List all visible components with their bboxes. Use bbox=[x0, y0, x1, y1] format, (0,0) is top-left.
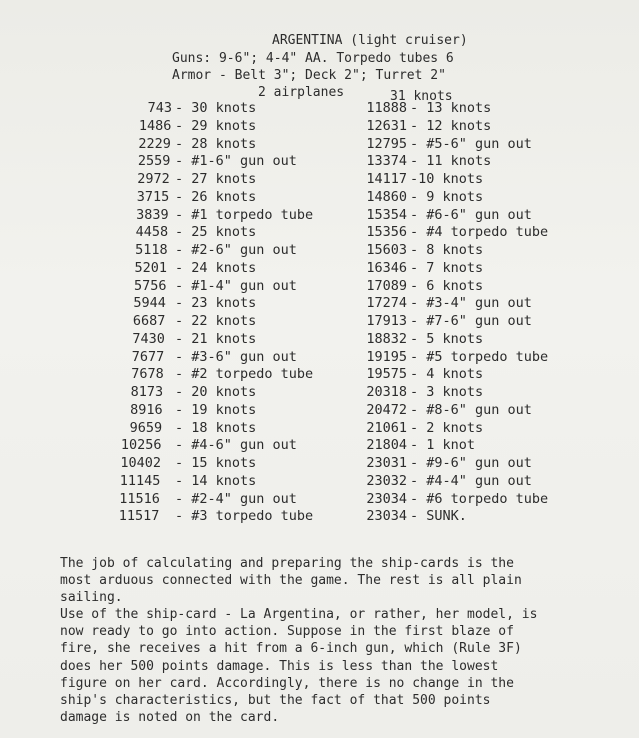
left-effect: - 29 knots bbox=[175, 117, 257, 134]
ship-title: ARGENTINA (light cruiser) bbox=[272, 33, 468, 48]
guns-line: Guns: 9-6"; 4-4" AA. Torpedo tubes 6 bbox=[172, 51, 454, 66]
left-effect: - 18 knots bbox=[175, 419, 257, 436]
left-points: 7430 bbox=[132, 330, 165, 347]
left-points: 7677 bbox=[131, 348, 165, 365]
left-effect: - 23 knots bbox=[175, 295, 257, 312]
left-effect: - 24 knots bbox=[175, 259, 257, 276]
right-effect: - 5 knots bbox=[410, 330, 484, 347]
left-effect: - 26 knots bbox=[175, 188, 257, 205]
left-effect: - 27 knots bbox=[175, 171, 257, 187]
right-points: 19575 bbox=[366, 366, 407, 383]
table-row bbox=[0, 331, 639, 349]
table-row bbox=[0, 473, 639, 491]
right-effect: - #7-6" gun out bbox=[410, 313, 532, 329]
right-points: 12631 bbox=[366, 117, 407, 134]
table-row bbox=[0, 295, 639, 313]
table-row bbox=[0, 207, 639, 225]
table-row bbox=[0, 455, 639, 473]
right-effect: - 9 knots bbox=[410, 188, 484, 205]
right-points: 11888 bbox=[366, 100, 407, 116]
left-effect: - 28 knots bbox=[175, 135, 257, 152]
left-points: 3715 bbox=[136, 188, 170, 205]
left-points: 5944 bbox=[133, 295, 166, 312]
table-row bbox=[0, 420, 639, 438]
left-effect: - #2-6" gun out bbox=[175, 242, 297, 258]
right-effect: - #5 torpedo tube bbox=[410, 348, 549, 365]
right-effect: - 6 knots bbox=[410, 277, 484, 294]
table-row bbox=[0, 189, 639, 207]
left-effect: - 15 knots bbox=[175, 455, 257, 471]
table-row bbox=[0, 508, 639, 526]
table-row bbox=[0, 118, 639, 136]
left-points: 11516 bbox=[119, 490, 160, 507]
left-effect: - 14 knots bbox=[175, 472, 257, 489]
right-effect: - 7 knots bbox=[410, 259, 484, 276]
left-points: 9659 bbox=[129, 419, 163, 436]
left-points: 2229 bbox=[138, 135, 171, 152]
left-points: 7678 bbox=[131, 366, 164, 383]
right-points: 20472 bbox=[366, 401, 407, 418]
table-row bbox=[0, 384, 639, 402]
speed-line: 31 knots bbox=[390, 89, 453, 104]
right-points: 20318 bbox=[366, 384, 407, 400]
table-row bbox=[0, 491, 639, 509]
right-effect: - 1 knot bbox=[410, 437, 476, 454]
left-points: 8916 bbox=[130, 401, 163, 418]
armor-line: Armor - Belt 3"; Deck 2"; Turret 2" bbox=[172, 68, 446, 83]
right-points: 23034 bbox=[366, 508, 407, 525]
right-effect: - 2 knots bbox=[410, 419, 484, 436]
right-points: 23031 bbox=[366, 455, 407, 471]
right-points: 23034 bbox=[366, 490, 407, 507]
right-effect: - 13 knots bbox=[410, 100, 492, 116]
left-effect: - 21 knots bbox=[175, 330, 257, 347]
table-row bbox=[0, 260, 639, 278]
right-points: 21061 bbox=[366, 419, 407, 436]
right-effect: - 3 knots bbox=[410, 384, 484, 400]
right-points: 16346 bbox=[366, 259, 407, 276]
left-points: 5756 bbox=[133, 277, 167, 294]
left-points: 8173 bbox=[130, 384, 164, 400]
left-points: 1486 bbox=[138, 117, 172, 134]
left-points: 3839 bbox=[136, 206, 169, 223]
right-effect: - 8 knots bbox=[410, 242, 484, 258]
table-row bbox=[0, 136, 639, 154]
right-effect: - #9-6" gun out bbox=[410, 455, 532, 471]
right-effect: - #4 torpedo tube bbox=[410, 224, 549, 241]
left-points: 743 bbox=[147, 100, 172, 116]
table-row bbox=[0, 437, 639, 455]
left-points: 10256 bbox=[120, 437, 162, 454]
left-effect: - #1-6" gun out bbox=[175, 153, 297, 170]
right-effect: - #5-6" gun out bbox=[410, 135, 532, 152]
left-effect: - #2-4" gun out bbox=[175, 490, 297, 507]
right-points: 15356 bbox=[366, 224, 407, 241]
table-row bbox=[0, 224, 639, 242]
right-points: 18832 bbox=[366, 330, 407, 347]
airplanes-line: 2 airplanes bbox=[258, 85, 345, 100]
right-points: 17089 bbox=[366, 277, 407, 294]
right-effect: -10 knots bbox=[410, 171, 484, 187]
left-effect: - 20 knots bbox=[175, 384, 257, 400]
table-row bbox=[0, 366, 639, 384]
paragraph-intro: The job of calculating and preparing the ship-cards is the most arduous connected with the game. The rest is all plain sailing. bbox=[60, 556, 522, 606]
left-points: 2559 bbox=[137, 153, 171, 170]
left-effect: - #4-6" gun out bbox=[175, 437, 297, 454]
left-effect: - 25 knots bbox=[175, 224, 257, 241]
table-row bbox=[0, 100, 639, 118]
right-points: 17274 bbox=[366, 295, 407, 312]
table-row bbox=[0, 349, 639, 367]
right-points: 19195 bbox=[366, 348, 407, 365]
table-row bbox=[0, 313, 639, 331]
right-points: 12795 bbox=[366, 135, 407, 152]
left-effect: - 22 knots bbox=[175, 313, 257, 329]
left-points: 11145 bbox=[119, 472, 161, 489]
table-row bbox=[0, 153, 639, 171]
left-points: 11517 bbox=[118, 508, 160, 525]
right-effect: - #6 torpedo tube bbox=[410, 490, 549, 507]
right-points: 15603 bbox=[366, 242, 407, 258]
right-effect: - 4 knots bbox=[410, 366, 484, 383]
right-effect: - #4-4" gun out bbox=[410, 472, 532, 489]
table-row bbox=[0, 171, 639, 189]
table-row bbox=[0, 402, 639, 420]
right-points: 14860 bbox=[366, 188, 407, 205]
right-points: 14117 bbox=[366, 171, 407, 187]
left-effect: - #3-6" gun out bbox=[175, 348, 297, 365]
left-points: 2972 bbox=[137, 171, 170, 187]
left-points: 4458 bbox=[135, 224, 169, 241]
left-points: 5201 bbox=[134, 259, 168, 276]
left-effect: - 30 knots bbox=[175, 100, 257, 116]
right-points: 21804 bbox=[366, 437, 407, 454]
paragraph-usage: Use of the ship-card - La Argentina, or rather, her model, is now ready to go into action. Suppose in the first blaze of fire, she receives a hit from a 6-inch gun, which (Rule 3F) does her 500 points damage. This is less than the lowest figure on her card. Accordingly, there is no change in the ship's characteristics, but the fact of that 500 points damage is noted on the card. bbox=[60, 607, 538, 726]
right-effect: - 12 knots bbox=[410, 117, 492, 134]
right-points: 23032 bbox=[366, 472, 407, 489]
left-points: 5118 bbox=[135, 242, 168, 258]
left-effect: - #1 torpedo tube bbox=[175, 206, 314, 223]
right-effect: - SUNK. bbox=[410, 508, 467, 525]
left-effect: - #1-4" gun out bbox=[175, 277, 297, 294]
right-effect: - #8-6" gun out bbox=[410, 401, 532, 418]
left-points: 6687 bbox=[132, 313, 166, 329]
right-effect: - 11 knots bbox=[410, 153, 492, 170]
table-row bbox=[0, 242, 639, 260]
right-effect: - #3-4" gun out bbox=[410, 295, 532, 312]
right-points: 15354 bbox=[366, 206, 407, 223]
left-points: 10402 bbox=[120, 455, 161, 471]
right-points: 13374 bbox=[366, 153, 407, 170]
right-effect: - #6-6" gun out bbox=[410, 206, 532, 223]
left-effect: - #3 torpedo tube bbox=[175, 508, 314, 525]
table-row bbox=[0, 278, 639, 296]
left-effect: - 19 knots bbox=[175, 401, 257, 418]
right-points: 17913 bbox=[366, 313, 407, 329]
left-effect: - #2 torpedo tube bbox=[175, 366, 314, 383]
